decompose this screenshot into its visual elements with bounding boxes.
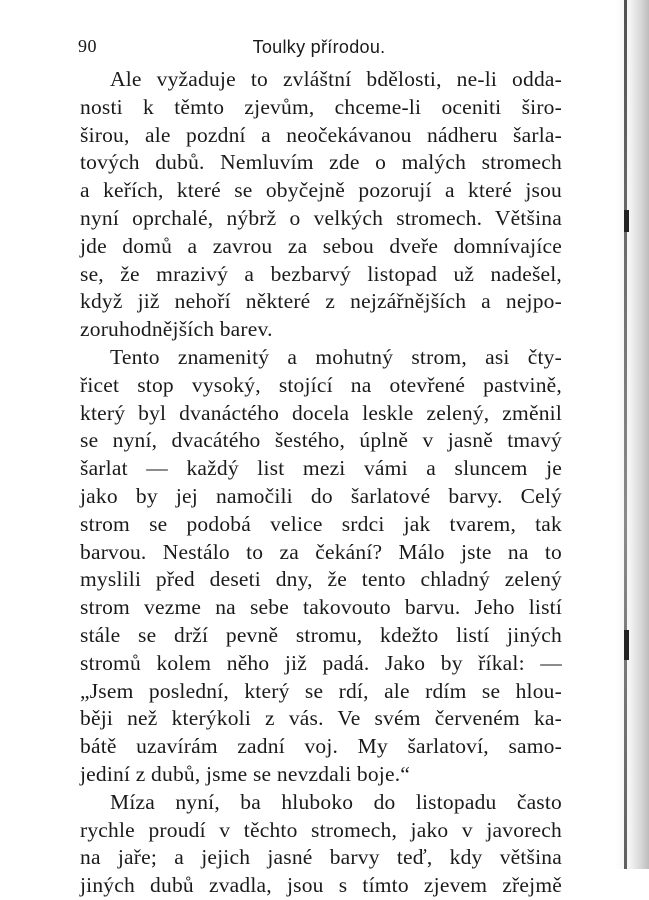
text-line: nyní oprchalé, nýbrž o velkých stromech. Většina [80, 205, 562, 230]
page-edge-shadow [615, 0, 649, 869]
text-line: se, že mrazivý a bezbarvý listopad už nadešel, [80, 261, 562, 286]
edge-mark [624, 630, 629, 660]
book-spine-edge [624, 0, 627, 869]
text-line: stromů kolem něho již padá. Jako by říkal: — [80, 650, 562, 675]
text-line: nosti k těmto zjevům, chceme-li oceniti širo- [80, 94, 562, 119]
text-line: bátě uzavírám zadní voj. My šarlatoví, samo- [80, 734, 562, 759]
text-line: barvou. Nestálo to za čekání? Málo jste na to [80, 539, 562, 564]
text-line: jiných dubů zvadla, jsou s tímto zjevem zřejmě [80, 873, 562, 898]
text-line: šarlat — každý list mezi vámi a sluncem je [80, 456, 562, 481]
text-line: běji než kterýkoli z vás. Ve svém červeném ka- [80, 706, 562, 731]
text-line: jediní z dubů, jsme se nevzdali boje.“ [80, 761, 411, 786]
text-body [80, 66, 562, 900]
text-line: strom se podobá velice srdci jak tvarem, tak [80, 511, 562, 536]
text-line: Míza nyní, ba hluboko do listopadu často [110, 789, 562, 814]
text-line: strom vezme na sebe takovouto barvu. Jeho listí [80, 595, 562, 620]
text-line: rychle proudí v těchto stromech, jako v javorech [80, 817, 562, 842]
text-line: na jaře; a jejich jasné barvy teď, kdy většina [80, 845, 562, 870]
text-line: který byl dvanáctého docela leskle zelený, změnil [80, 400, 562, 425]
text-line: se nyní, dvacátého šestého, úplně v jasně tmavý [80, 428, 562, 453]
running-title: Toulky přírodou. [252, 37, 386, 57]
text-line: Tento znamenitý a mohutný strom, asi čty- [110, 344, 562, 369]
edge-mark [624, 210, 629, 232]
text-line: Ale vyžaduje to zvláštní bdělosti, ne-li odda- [110, 67, 562, 91]
text-line: řicet stop vysoký, stojící na otevřené pastvině, [80, 372, 562, 397]
text-line: jde domů a zavrou za sebou dveře domnívajíce [80, 233, 562, 258]
page-header [78, 36, 560, 62]
page-number: 90 [78, 36, 97, 56]
text-line: „Jsem poslední, který se rdí, ale rdím se hlou- [80, 678, 562, 703]
text-line: tových dubů. Nemluvím zde o malých stromech [80, 150, 562, 175]
text-line: stále se drží pevně stromu, kdežto listí jiných [80, 622, 562, 647]
text-line: jako by jej namočili do šarlatové barvy. Celý [80, 483, 562, 508]
text-line: když již nehoří některé z nejzářnějších a nejpo- [80, 289, 562, 314]
text-line: širou, ale pozdní a neočekávanou nádheru šarla- [80, 122, 562, 147]
text-line: a keřích, které se obyčejně pozorují a které jsou [80, 178, 562, 203]
text-line: zoruhodnějších barev. [80, 317, 273, 342]
text-line: myslili před deseti dny, že tento chladný zelený [80, 567, 562, 592]
